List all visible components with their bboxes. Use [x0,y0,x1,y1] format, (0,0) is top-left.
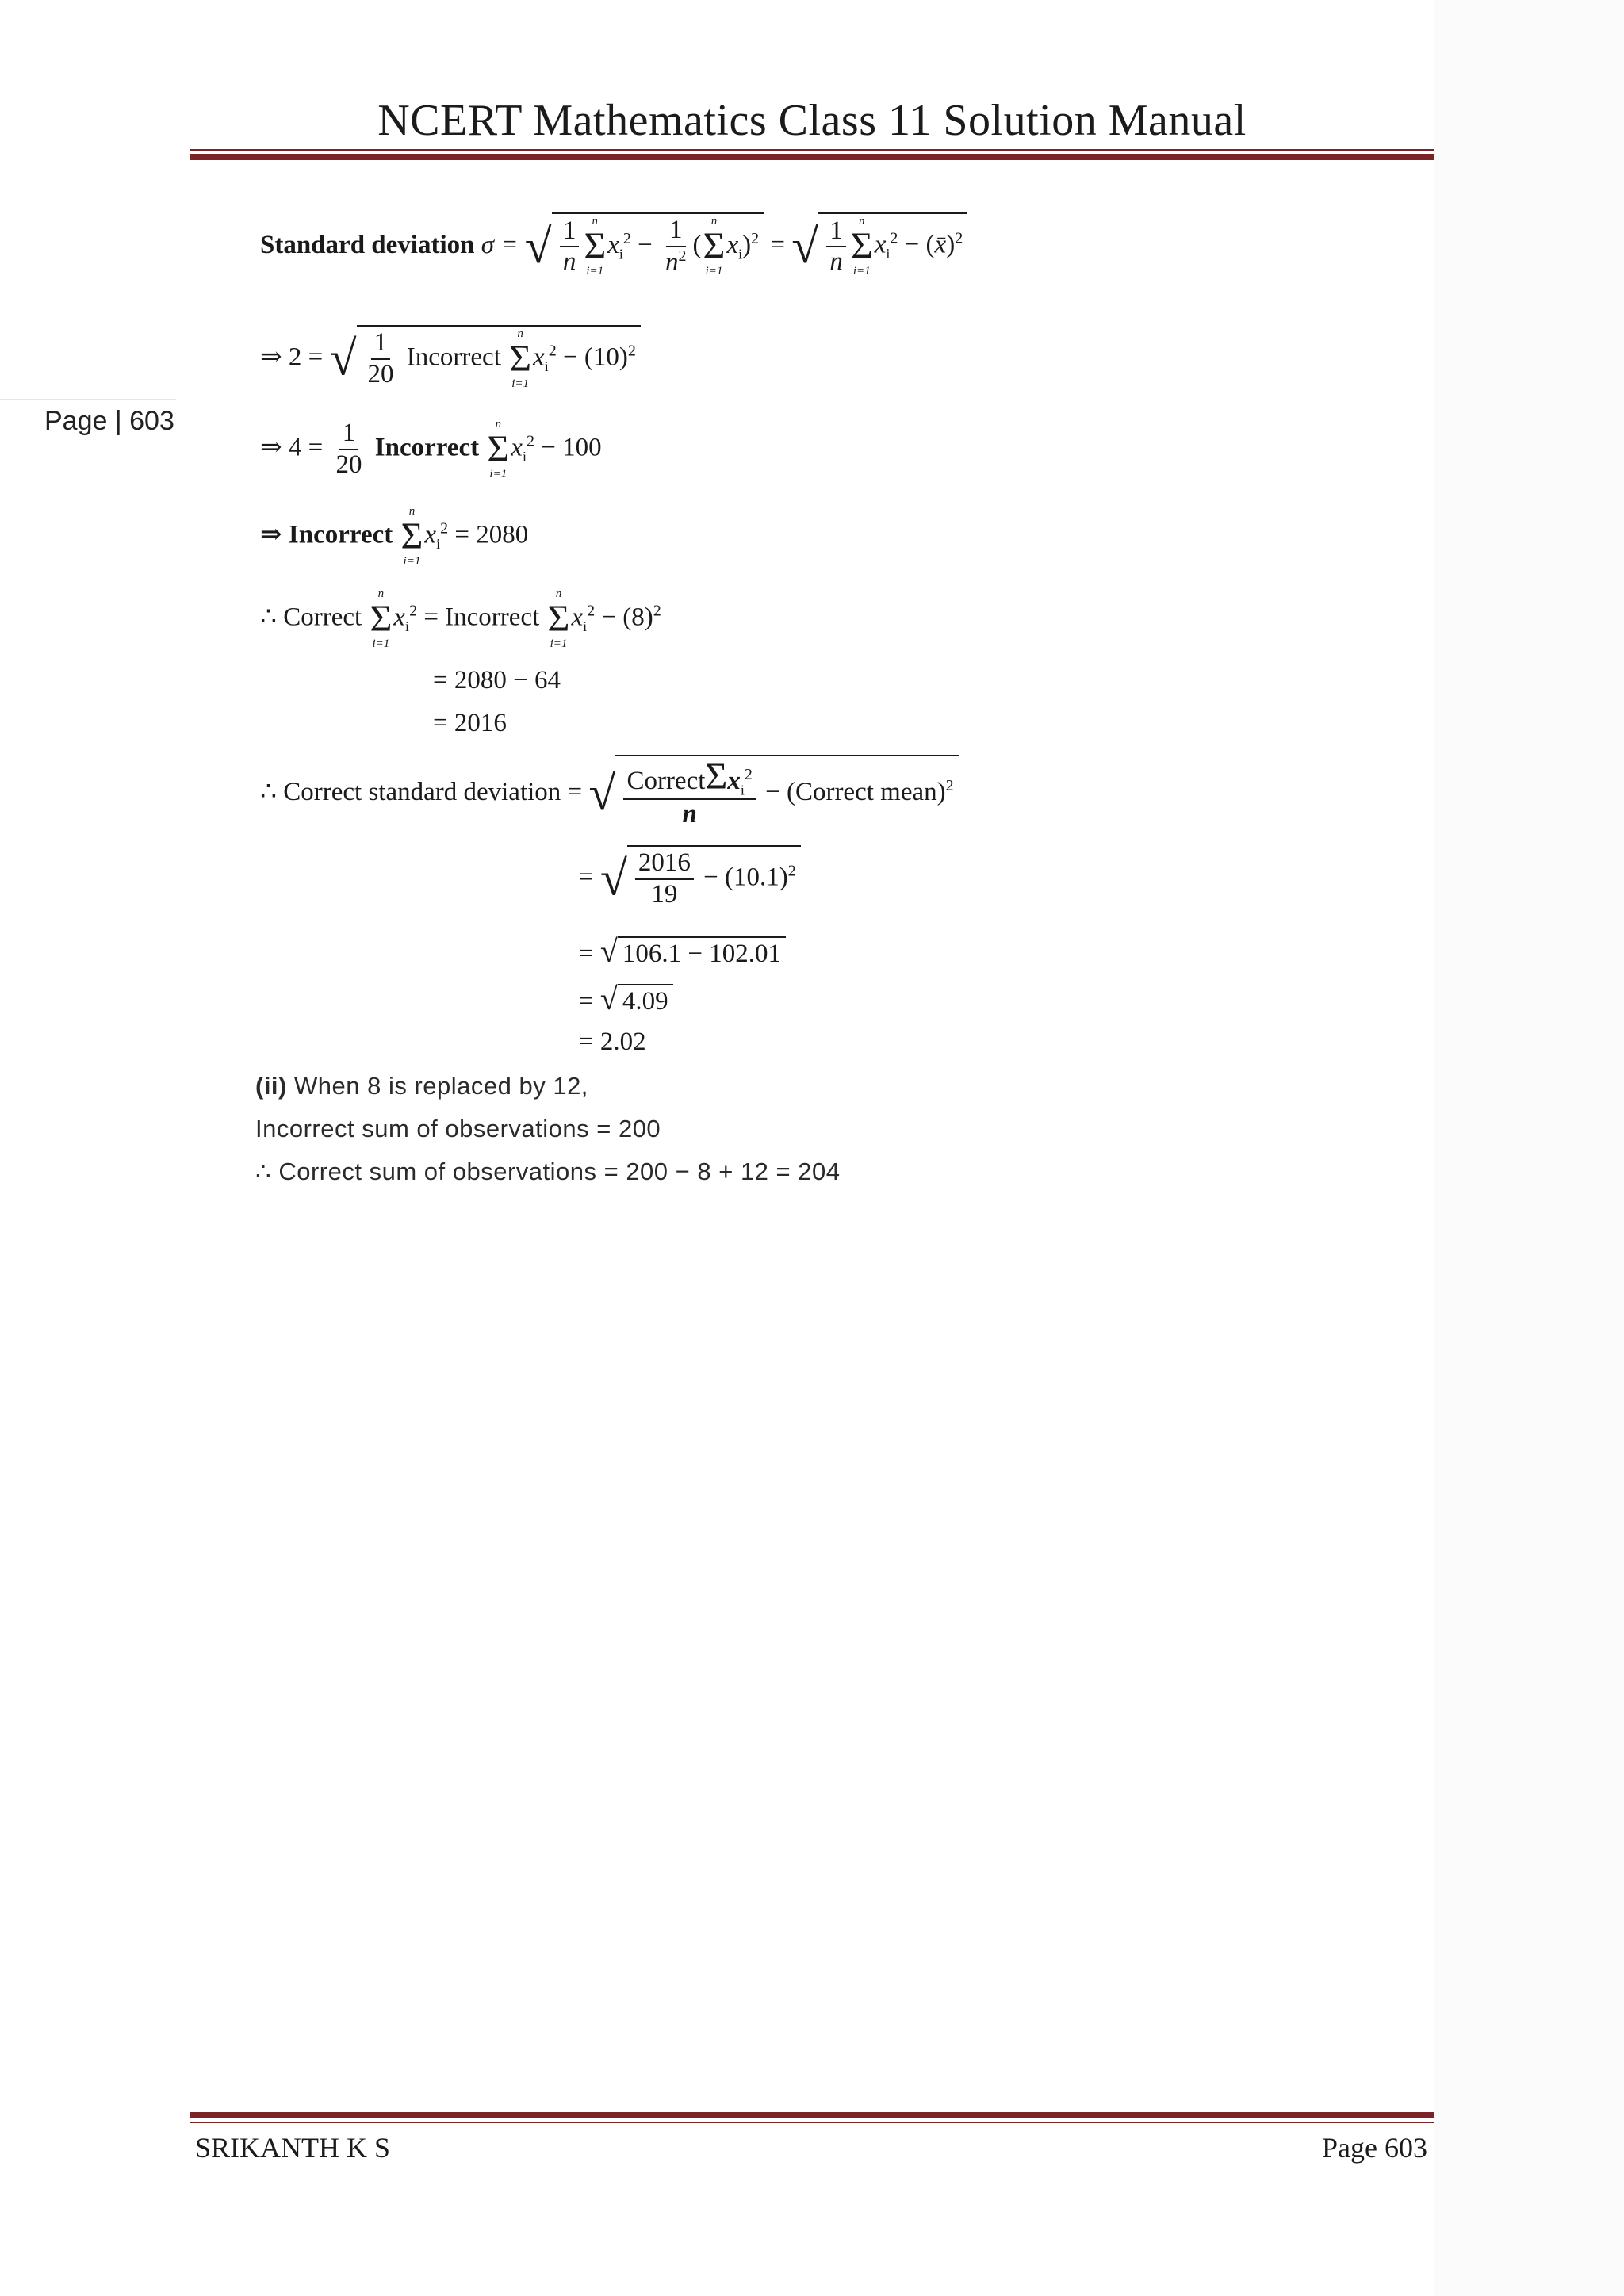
footer-rule-thick [190,2112,1434,2118]
page-edge-shade [1434,0,1624,2296]
header-title: NCERT Mathematics Class 11 Solution Manual [377,96,1247,145]
step-3: ⇒ 4 = $\frac{1}{20}$ Incorrect n Σ i=1 $x_i^2 - 100$ [260,418,602,480]
part-ii-line-2: Incorrect sum of observations = 200 [255,1115,661,1142]
margin-divider [0,399,176,400]
part-ii-line-3: ∴ Correct sum of observations = 200 − 8 + 12 = 204 [255,1158,841,1185]
sd-label: Standard deviation [260,231,475,260]
part-ii-line-1: (ii) When 8 is replaced by 12, [255,1072,588,1100]
step-11: = √ 4.09 [579,980,673,1017]
step-7: = 2016 [433,709,507,737]
step-2: ⇒ 2 = √ $\frac{1}{20}$ Incorrect n Σ i=1 $x_i^2 - (10)^2$ [260,325,641,390]
sigma-symbol: σ = [481,231,519,260]
step-12: = 2.02 [579,1027,646,1056]
footer-rule-thin [190,2122,1434,2123]
step-8: ∴ Correct standard deviation = √ $\frac{Correct\Sigma x_i^2}{n}$ − (Correct mean)$^2$ [260,755,959,830]
header-rule-thick [190,154,1434,160]
step-10: = √ 106.1 − 102.01 [579,932,786,970]
step-9: = √ $\frac{2016}{19}$ − $(10.1)^2$ [579,845,801,910]
margin-page-number: Page | 603 [44,406,174,436]
step-5: ∴ Correct n Σ i=1 $x_i^2$ = Incorrect n Σ i=1 $x_i^2 - (8)^2$ [260,587,661,650]
header-rule-thin [190,149,1434,151]
formula-standard-deviation: Standard deviation σ = √ $\frac{1}{n}$ n Σ i=1 $x_i^2$ − $\frac{1}{n^2}$ ( n Σ i=1 $x_i)^2$ = √ $\frac{1}{n}$ n Σ i=1 $x_i^2$ − (x̄)$^2$ [260,212,967,278]
step-6: = 2080 − 64 [433,666,561,695]
footer-page-number: Page 603 [1322,2132,1427,2164]
footer-author: SRIKANTH K S [195,2132,391,2164]
step-4: ⇒ Incorrect n Σ i=1 $x_i^2 = 2080$ [260,505,529,568]
